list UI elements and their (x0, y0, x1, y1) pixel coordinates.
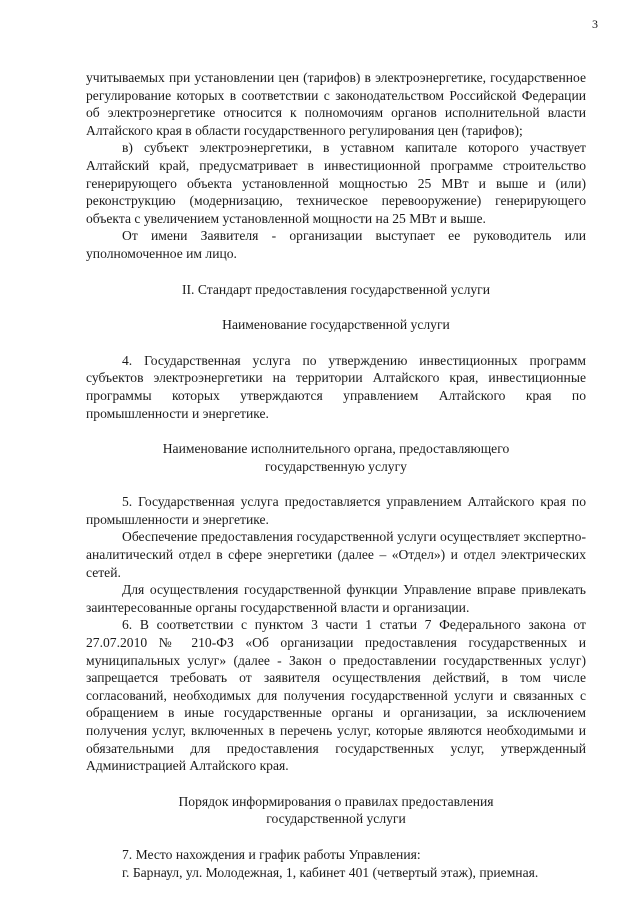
page-number: 3 (592, 17, 598, 31)
subheading-organ-line1: Наименование исполнительного органа, предоставляющего (162, 441, 510, 457)
paragraph-department: Обеспечение предоставления государственной услуги осуществляет экспертно-аналитический отдел в сфере энергетики (далее – «Отдел») и отдел электрических сетей. (86, 529, 586, 580)
paragraph-representative: От имени Заявителя - организации выступает ее руководитель или уполномоченное им лицо. (86, 228, 586, 261)
subheading-service-name: Наименование государственной услуги (222, 317, 450, 333)
paragraph-5: 5. Государственная услуга предоставляется управлением Алтайского края по промышленности и энергетике. (86, 494, 586, 527)
paragraph-7: 7. Место нахождения и график работы Управления: (122, 846, 421, 862)
paragraph-continuation: учитываемых при установлении цен (тарифов) в электроэнергетике, государственное регулирование которых в соответствии с законодательством Российской Федерации об электроэнергетике относится к полномочиям органов исполнительной власти Алтайского края в области государственного регулирования цен (тарифов); (86, 70, 586, 138)
section-heading: II. Стандарт предоставления государственной услуги (181, 281, 490, 297)
paragraph-item-v: в) субъект электроэнергетики, в уставном капитале которого участвует Алтайский край, предусматривает в инвестиционной программе строительство генерирующего объекта установленной мощностью 25 МВт и выше и (или) реконструкцию (модернизацию, техническое перевооружение) генерирующего объекта с увеличением установленной мощности на 25 МВт и выше. (86, 140, 586, 226)
paragraph-4: 4. Государственная услуга по утверждению инвестиционных программ субъектов электроэнергетики на территории Алтайского края, инвестиционные программы которых утверждаются управлением Алтайского края по промышленности и энергетике. (86, 352, 586, 421)
subheading-info-line2: государственной услуги (266, 811, 406, 827)
document-body (86, 69, 586, 881)
paragraph-address: г. Барнаул, ул. Молодежная, 1, кабинет 401 (четвертый этаж), приемная. (122, 864, 539, 880)
paragraph-6: 6. В соответствии с пунктом 3 части 1 статьи 7 Федерального закона от 27.07.2010 № 210-ФЗ «Об организации предоставления государственных и муниципальных услуг» (далее - Закон о предоставлении государственных услуг) запрещается требовать от заявителя осуществления действий, в том числе согласований, необходимых для получения государственной услуги и связанных с обращением в иные государственные органы и организации, за исключением получения услуг, включенных в перечень услуг, которые являются необходимыми и обязательными для предоставления государственных услуг, утвержденный Администрацией Алтайского края. (86, 617, 586, 774)
paragraph-function: Для осуществления государственной функции Управление вправе привлекать заинтересованные органы государственной власти и организации. (86, 582, 586, 615)
subheading-organ-line2: государственную услугу (265, 458, 407, 474)
subheading-info-line1: Порядок информирования о правилах предоставления (178, 793, 494, 809)
